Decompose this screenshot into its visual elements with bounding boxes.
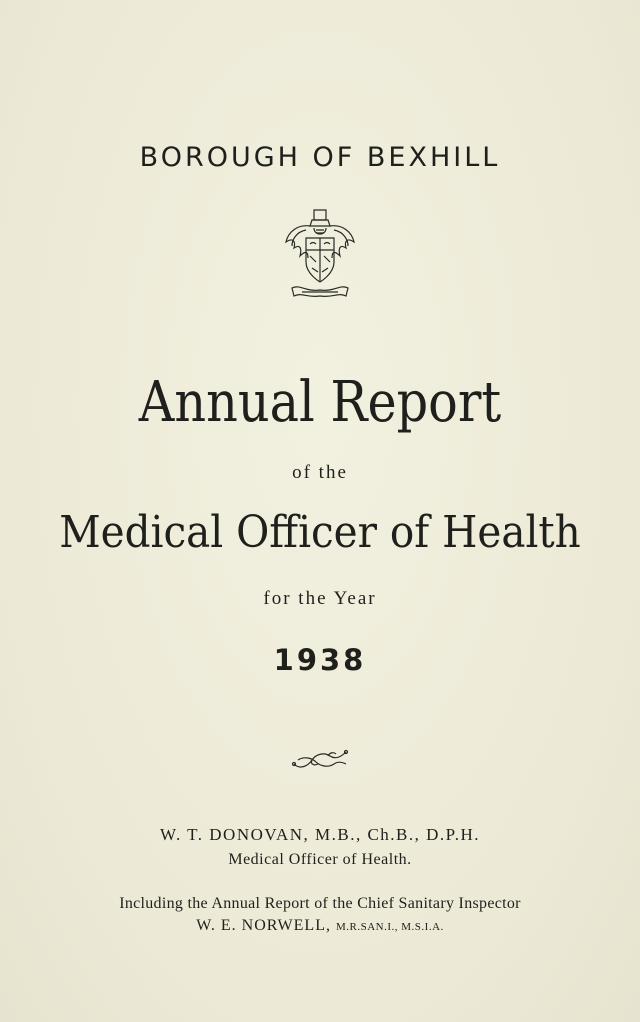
annual-report-title: Annual Report xyxy=(138,370,502,435)
author-role: Medical Officer of Health. xyxy=(228,851,412,868)
borough-heading: BOROUGH OF BEXHILL xyxy=(139,142,501,173)
coat-of-arms-icon xyxy=(0,206,640,307)
including-text: Including the Annual Report of the Chief Sanitary Inspector xyxy=(119,895,521,912)
medical-officer-title: Medical Officer of Health xyxy=(59,507,581,558)
author-qualifications: M.B., Ch.B., D.P.H. xyxy=(315,825,481,844)
author-name: W. T. DONOVAN, xyxy=(159,825,310,844)
for-the-year-text: for the Year xyxy=(263,588,377,609)
flourish-ornament-icon xyxy=(0,748,640,777)
of-the-text: of the xyxy=(292,462,348,483)
inspector-qualifications: M.R.SAN.I., M.S.I.A. xyxy=(335,921,444,933)
inspector-line xyxy=(0,917,640,935)
author-line xyxy=(0,825,640,845)
inspector-name: W. E. NORWELL, xyxy=(196,917,331,934)
report-year: 1938 xyxy=(273,643,367,677)
